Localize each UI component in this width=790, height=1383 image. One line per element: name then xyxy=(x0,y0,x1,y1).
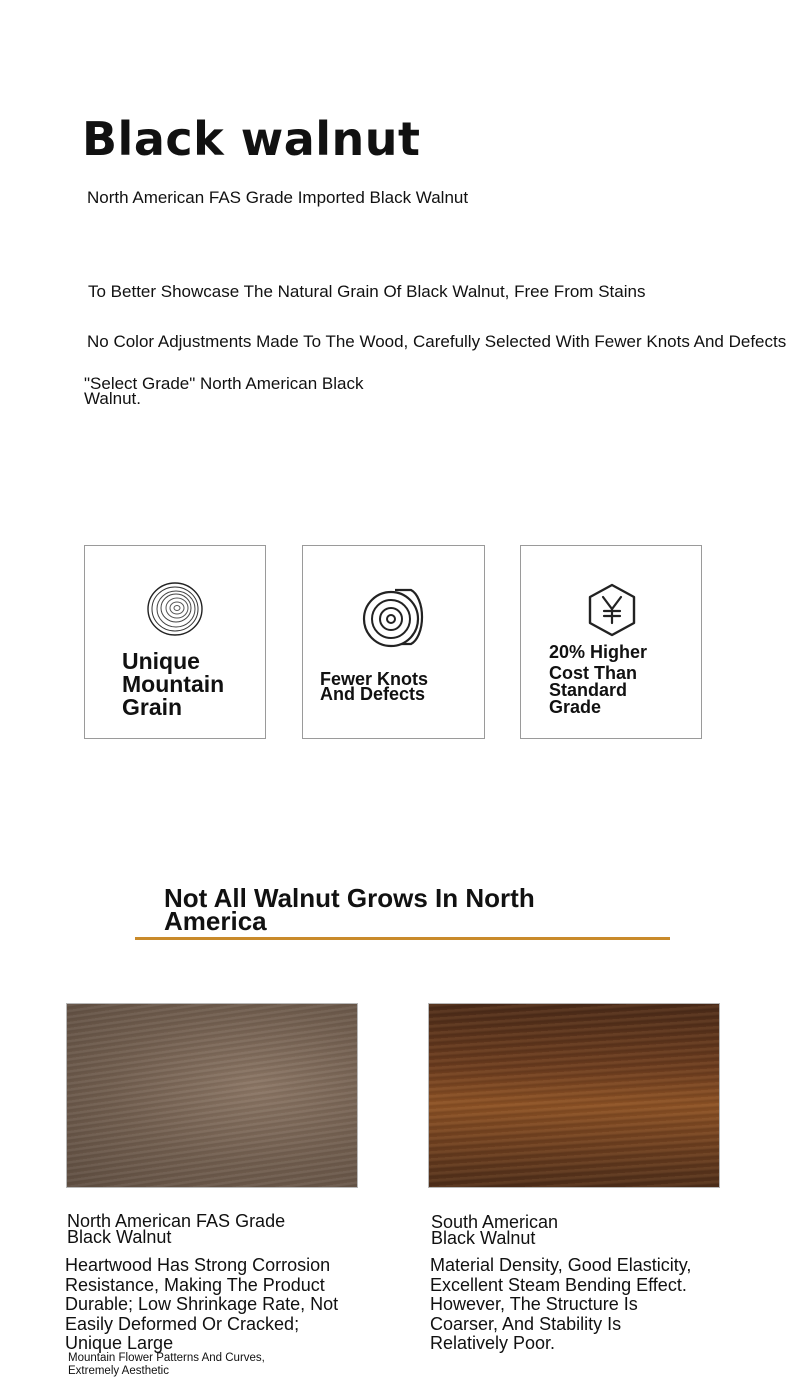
description-line: Durable; Low Shrinkage Rate, Not xyxy=(65,1294,339,1314)
intro-line-3 xyxy=(84,376,363,406)
caption-line: Black Walnut xyxy=(67,1227,172,1247)
description-line: Material Density, Good Elasticity, xyxy=(430,1255,692,1275)
section-heading xyxy=(164,883,584,936)
description-line: Relatively Poor. xyxy=(430,1333,556,1353)
feature-label-line: Fewer Knots xyxy=(320,669,429,689)
caption-line: South American xyxy=(431,1212,559,1232)
feature-label-knots xyxy=(320,669,429,704)
feature-label-line: Cost Than xyxy=(549,663,637,683)
south-american-walnut-swatch xyxy=(428,1003,720,1188)
heading-underline xyxy=(135,937,670,940)
feature-label-cost xyxy=(549,644,647,716)
feature-label-line: 20% Higher xyxy=(549,642,648,662)
page-title: Black walnut xyxy=(82,112,421,166)
feature-label-grain xyxy=(122,650,224,719)
caption-line: Black Walnut xyxy=(431,1228,536,1248)
intro-line-2: No Color Adjustments Made To The Wood, Carefully Selected With Fewer Knots And Defects xyxy=(87,332,787,351)
intro-line-3a: "Select Grade" North American Black xyxy=(84,374,364,393)
description-line: Resistance, Making The Product xyxy=(65,1274,325,1295)
description-line: Coarser, And Stability Is xyxy=(430,1313,622,1334)
caption-line: North American FAS Grade xyxy=(67,1211,286,1231)
description-line: However, The Structure Is xyxy=(430,1294,638,1314)
page-subtitle: North American FAS Grade Imported Black Walnut xyxy=(87,188,469,207)
fine-print-line: Mountain Flower Patterns And Curves, xyxy=(68,1352,265,1364)
south-american-description xyxy=(430,1256,691,1354)
description-line: Unique Large xyxy=(65,1333,174,1353)
description-line: Excellent Steam Bending Effect. xyxy=(430,1274,687,1295)
north-american-caption xyxy=(67,1213,285,1245)
description-line: Heartwood Has Strong Corrosion xyxy=(65,1255,331,1275)
feature-card-knots xyxy=(302,545,485,739)
north-american-walnut-swatch xyxy=(66,1003,358,1188)
log-icon xyxy=(361,586,427,648)
feature-card-grain xyxy=(84,545,266,739)
intro-line-3b: Walnut. xyxy=(84,389,142,408)
section-heading-line: Not All Walnut Grows In North xyxy=(164,883,535,913)
feature-label-line: Grade xyxy=(549,697,602,717)
feature-card-cost xyxy=(520,545,702,739)
feature-label-line: Unique xyxy=(122,648,200,674)
north-american-description xyxy=(65,1256,338,1354)
south-american-caption xyxy=(431,1214,558,1246)
feature-label-line: Grain xyxy=(122,694,183,720)
yuan-hexagon-icon xyxy=(587,583,637,637)
section-heading-line: America xyxy=(164,906,267,936)
intro-line-1: To Better Showcase The Natural Grain Of Black Walnut, Free From Stains xyxy=(88,282,646,301)
tree-rings-icon xyxy=(146,580,204,638)
feature-label-line: Standard xyxy=(549,680,628,700)
north-american-fine-print xyxy=(68,1352,265,1378)
feature-label-line: And Defects xyxy=(320,684,426,704)
fine-print-line: Extremely Aesthetic xyxy=(68,1365,169,1377)
feature-label-line: Mountain xyxy=(122,671,225,697)
description-line: Easily Deformed Or Cracked; xyxy=(65,1313,300,1334)
